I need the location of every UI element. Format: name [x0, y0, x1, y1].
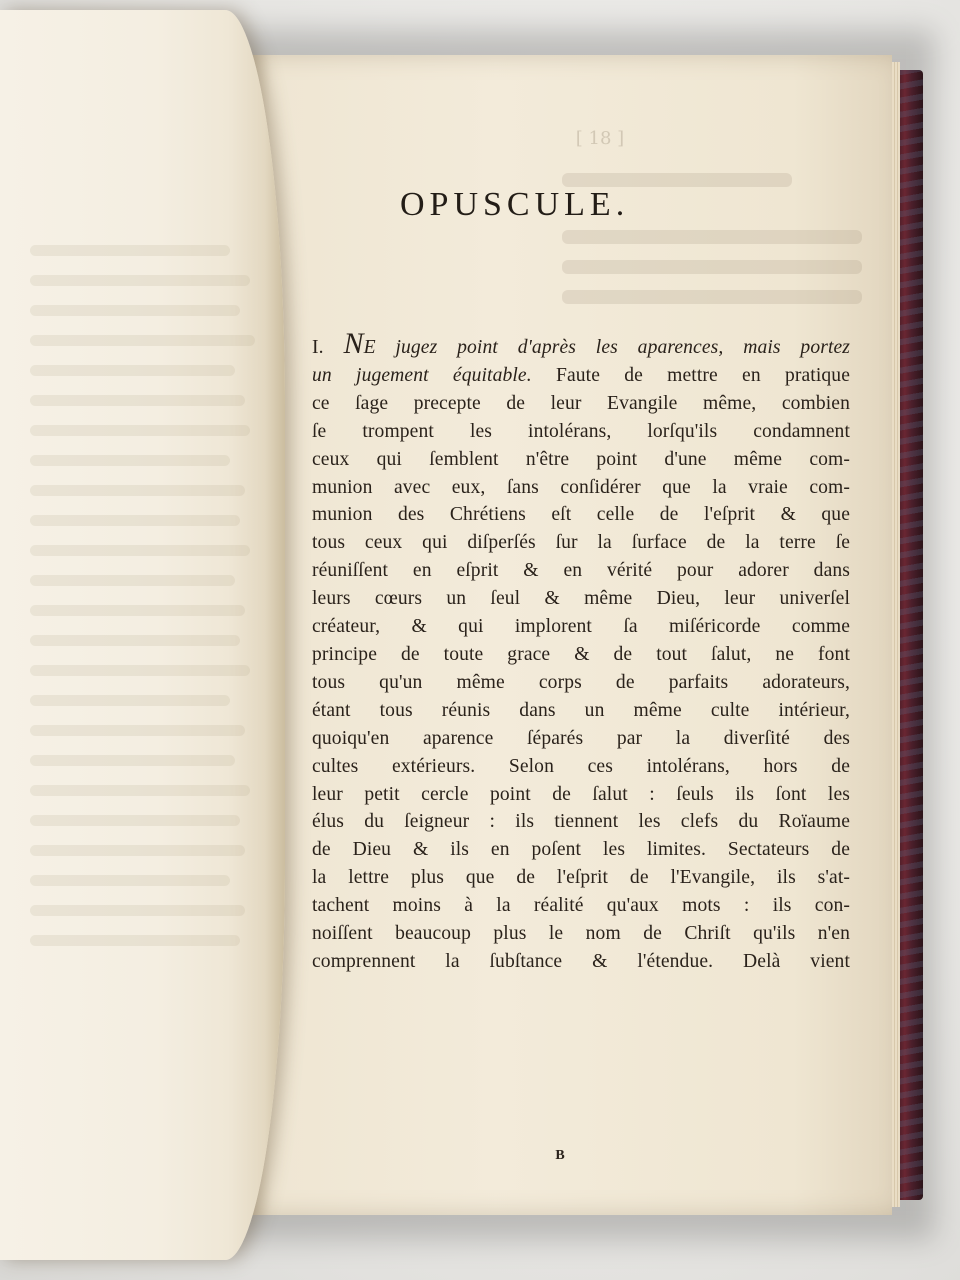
text-line: noiſſent beaucoup plus le nom de Chriſt qu'ils n'en	[312, 923, 850, 945]
faded-line	[30, 725, 245, 736]
text-line: tous qu'un même corps de parfaits adorateurs,	[312, 671, 850, 693]
text-line: cultes extérieurs. Selon ces intolérans, hors de	[312, 755, 850, 777]
text-line: étant tous réunis dans un même culte intérieur,	[312, 699, 850, 721]
faded-line	[30, 845, 245, 856]
signature-mark: B	[555, 1148, 565, 1163]
text-line: principe de toute grace & de tout ſalut, ne font	[312, 643, 850, 665]
left-page	[0, 10, 285, 1260]
drop-cap: N	[343, 327, 364, 360]
text-line: tachent moins à la réalité qu'aux mots : ils con-	[312, 895, 850, 917]
text-line: de Dieu & ils en poſent les limites. Sectateurs de	[312, 839, 850, 861]
faded-line	[30, 335, 255, 346]
text-line: tous ceux qui diſperſés ſur la ſurface de la terre ſe	[312, 532, 850, 554]
faded-line	[30, 905, 245, 916]
show-through-line	[562, 230, 862, 244]
text-line: la lettre plus que de l'eſprit de l'Evangile, ils s'at-	[312, 867, 850, 889]
running-head-show-through: [ 18 ]	[575, 128, 625, 149]
faded-line	[30, 425, 250, 436]
text-line: quoiqu'en aparence ſéparés par la diverſité des	[312, 727, 850, 749]
text-line: munion avec eux, ſans conſidérer que la vraie com-	[312, 476, 850, 498]
faded-line	[30, 635, 240, 646]
faded-line	[30, 395, 245, 406]
text-line: ſe trompent les intolérans, lorſqu'ils condamnent	[312, 420, 850, 442]
faded-line	[30, 245, 230, 256]
faded-line	[30, 875, 230, 886]
faded-line	[30, 545, 250, 556]
text-line: élus du ſeigneur : ils tiennent les clefs du Roïaume	[312, 811, 850, 833]
text-line-italic: un jugement équitable.	[312, 364, 532, 386]
faded-line	[30, 455, 230, 466]
text-line	[312, 362, 850, 390]
show-through-line	[562, 260, 862, 274]
show-through-line	[562, 290, 862, 304]
faded-line	[30, 815, 240, 826]
faded-line	[30, 755, 235, 766]
faded-line	[30, 605, 245, 616]
text-line: ce ſage precepte de leur Evangile même, combien	[312, 392, 850, 414]
text-line: réuniſſent en eſprit & en vérité pour adorer dans	[312, 560, 850, 582]
text-line: créateur, & qui implorent ſa miſéricorde comme	[312, 616, 850, 638]
text-line: comprennent la ſubſtance & l'étendue. Delà vient	[312, 950, 850, 972]
text-line: leurs cœurs un ſeul & même Dieu, leur univerſel	[312, 588, 850, 610]
faded-line	[30, 935, 240, 946]
faded-line	[30, 365, 235, 376]
faded-line	[30, 695, 230, 706]
faded-line	[30, 785, 250, 796]
text-line-italic: E jugez point d'après les aparences, mais portez	[363, 337, 851, 358]
faded-line	[30, 485, 245, 496]
faded-line	[30, 665, 250, 676]
text-line: leur petit cercle point de ſalut : ſeuls ils ſont les	[312, 783, 850, 805]
faded-line	[30, 515, 240, 526]
faded-line	[30, 575, 235, 586]
text-line: munion des Chrétiens eſt celle de l'eſprit & que	[312, 504, 850, 526]
text-line: ceux qui ſemblent n'être point d'une même com-	[312, 448, 850, 470]
body-text	[312, 327, 851, 976]
paragraph-number: I.	[312, 337, 324, 358]
faded-line	[30, 275, 250, 286]
show-through-line	[562, 173, 792, 187]
page-title: OPUSCULE.	[400, 186, 630, 223]
text-line	[312, 327, 851, 362]
faded-line	[30, 305, 240, 316]
text-line-roman: Faute de mettre en pratique	[531, 364, 850, 386]
